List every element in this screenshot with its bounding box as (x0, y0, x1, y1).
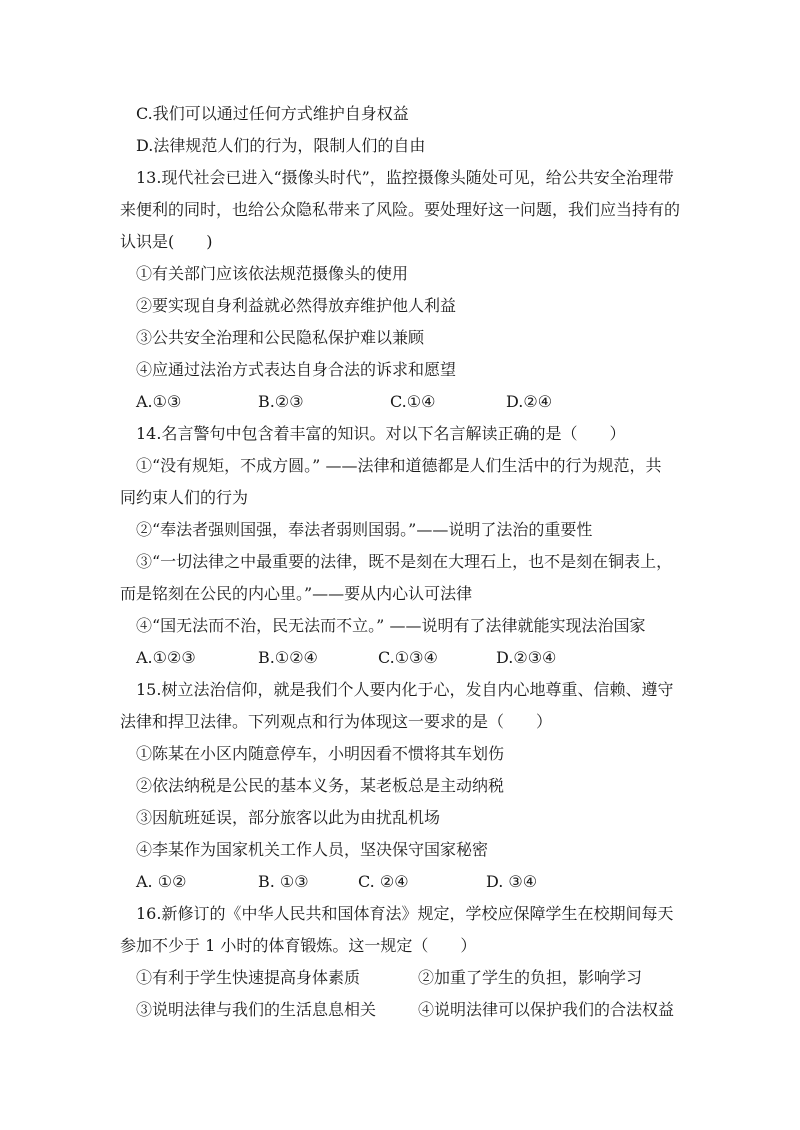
q14-item-2: ②“奉法者强则国强，奉法者弱则国弱。”——说明了法治的重要性 (136, 520, 593, 539)
q14-item-3-line-2: 而是铭刻在公民的内心里。”——要从内心认可法律 (120, 584, 473, 603)
q14-stem: 14.名言警句中包含着丰富的知识。对以下名言解读正确的是（ ） (136, 424, 626, 443)
q13-stem-line-1: 13.现代社会已进入“摄像头时代”，监控摄像头随处可见，给公共安全治理带 (136, 168, 674, 187)
q13-item-4: ④应通过法治方式表达自身合法的诉求和愿望 (136, 360, 457, 379)
q13-choice-d: D.②④ (506, 392, 553, 411)
q13-choice-c: C.①④ (390, 392, 436, 411)
q14-item-4: ④“国无法而不治，民无法而不立。” ——说明有了法律就能实现法治国家 (136, 616, 646, 635)
q14-choice-c: C.①③④ (378, 648, 438, 667)
q15-item-1: ①陈某在小区内随意停车，小明因看不惯将其车划伤 (136, 744, 505, 763)
q15-item-2: ②依法纳税是公民的基本义务，某老板总是主动纳税 (136, 776, 505, 795)
q14-choice-a: A.①②③ (136, 648, 196, 667)
q12-option-d: D.法律规范人们的行为，限制人们的自由 (136, 136, 426, 155)
q15-choice-d: D. ③④ (486, 872, 538, 891)
q16-item-2: ②加重了学生的负担，影响学习 (418, 968, 643, 987)
q15-item-3: ③因航班延误，部分旅客以此为由扰乱机场 (136, 808, 441, 827)
q15-choice-a: A. ①② (136, 872, 187, 891)
q16-item-1: ①有利于学生快速提高身体素质 (136, 968, 361, 987)
q14-item-3-line-1: ③“一切法律之中最重要的法律，既不是刻在大理石上，也不是刻在铜表上， (136, 552, 673, 571)
q15-choice-c: C. ②④ (358, 872, 409, 891)
q13-item-2: ②要实现自身利益就必然得放弃维护他人利益 (136, 296, 457, 315)
q16-item-3: ③说明法律与我们的生活息息相关 (136, 1000, 377, 1019)
q14-item-1-line-1: ①“没有规矩，不成方圆。” ——法律和道德都是人们生活中的行为规范，共 (136, 456, 662, 475)
q16-stem-line-2: 参加不少于 1 小时的体育锻炼。这一规定（ ） (120, 936, 477, 955)
q15-stem-line-2: 法律和捍卫法律。下列观点和行为体现这一要求的是（ ） (120, 712, 553, 731)
q16-stem-line-1: 16.新修订的《中华人民共和国体育法》规定，学校应保障学生在校期间每天 (136, 904, 674, 923)
q16-item-4: ④说明法律可以保护我们的合法权益 (418, 1000, 675, 1019)
q13-stem-line-2: 来便利的同时，也给公众隐私带来了风险。要处理好这一问题，我们应当持有的 (120, 200, 681, 219)
q13-item-1: ①有关部门应该依法规范摄像头的使用 (136, 264, 409, 283)
q13-choice-b: B.②③ (258, 392, 304, 411)
q14-item-1-line-2: 同约束人们的行为 (120, 488, 249, 507)
q15-item-4: ④李某作为国家机关工作人员，坚决保守国家秘密 (136, 840, 489, 859)
q14-choice-d: D.②③④ (496, 648, 557, 667)
q15-stem-line-1: 15.树立法治信仰，就是我们个人要内化于心，发自内心地尊重、信赖、遵守 (136, 680, 674, 699)
q13-item-3: ③公共安全治理和公民隐私保护难以兼顾 (136, 328, 425, 347)
q13-stem-line-3: 认识是( ) (120, 232, 213, 251)
q13-choice-a: A.①③ (136, 392, 182, 411)
q14-choice-b: B.①②④ (258, 648, 318, 667)
q15-choice-b: B. ①③ (258, 872, 309, 891)
q12-option-c: C.我们可以通过任何方式维护自身权益 (136, 104, 409, 123)
